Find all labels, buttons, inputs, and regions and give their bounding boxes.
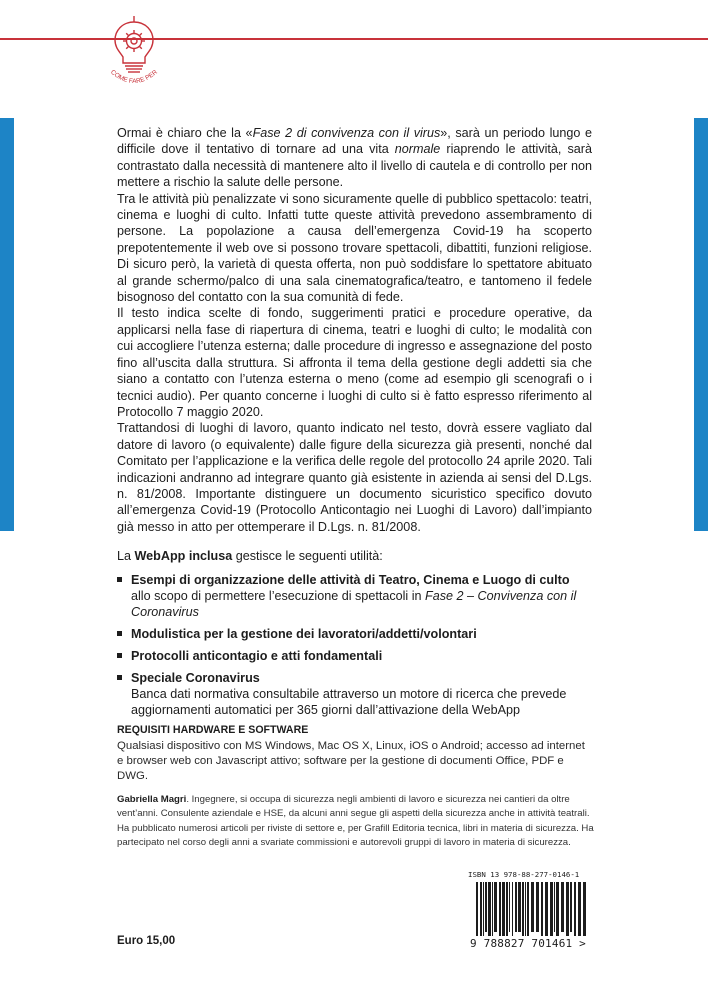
- author-name: Gabriella Magri: [117, 794, 187, 805]
- barcode-bar: [518, 882, 521, 932]
- webapp-lead: La WebApp inclusa gestisce le seguenti utilità:: [117, 549, 383, 563]
- requirements-text: Qualsiasi dispositivo con MS Windows, Mac OS X, Linux, iOS o Android; accesso ad internet e browser web con Javascript attivo; software per la gestione di documenti Office, PDF e DWG.: [117, 740, 585, 782]
- webapp-section: [117, 548, 592, 724]
- isbn-label: ISBN 13 978-88-277-0146-1: [468, 870, 580, 879]
- lightbulb-gear-icon: [106, 16, 162, 90]
- publisher-logo: [106, 16, 162, 90]
- webapp-item-protocolli: Protocolli anticontagio e atti fondamentali: [117, 648, 592, 664]
- barcode-bar: [480, 882, 482, 936]
- barcode-bar: [566, 882, 569, 936]
- barcode-bar: [499, 882, 501, 936]
- barcode-bar: [574, 882, 576, 936]
- webapp-item-esempi: Esempi di organizzazione delle attività di Teatro, Cinema e Luogo di culto allo scopo di permettere l’esecuzione di spettacoli in Fase 2 – Convivenza con il Coronavirus: [117, 572, 592, 620]
- webapp-item-speciale: Speciale Coronavirus Banca dati normativa consultabile attraverso un motore di ricerca che prevede aggiornamenti automatici per 365 giorni dall’attivazione della WebApp: [117, 670, 592, 718]
- barcode-bar: [556, 882, 559, 936]
- bullet-square-icon: [117, 675, 122, 680]
- barcode-bar: [522, 882, 524, 936]
- barcode-digits: 9 788827 701461 >: [470, 937, 586, 950]
- svg-text:COME FARE PER: [109, 69, 159, 85]
- bullet-square-icon: [117, 577, 122, 582]
- logo-text: COME FARE PER: [109, 68, 159, 86]
- barcode-icon: [476, 882, 588, 936]
- intro-paragraph-2: Tra le attività più penalizzate vi sono sicuramente quelle di pubblico spettacolo: teatri, cinema e luoghi di culto. Infatti tutte queste attività prevedono assembramento di persone. La popolazione a causa dell’emergenza Covid-19 ha scoperto prepotentemente il web ove si possono trovare spettacoli, dibattiti, funzioni religiose. Di sicuro però, la varietà di questa offerta, non può soddisfare lo spettatore abituato al grande schermo/palco di una sala cinematografica/teatro, e tantomeno il fedele bisognoso del contatto con la sua comunità di fede.: [117, 191, 592, 305]
- barcode-bar: [561, 882, 564, 932]
- intro-paragraph-3: Il testo indica scelte di fondo, suggerimenti pratici e procedure operative, da applicarsi nella fase di riapertura di cinema, teatri e luoghi di culto; le modalità con cui accogliere l’utenza esterna; dalle procedure di ingresso e assegnazione del posto fino all’uscita dalla struttura. Si affronta il tema della gestione degli addetti sia che siano a contatto con l’utenza esterna o meno (come ad esempio gli scenografi o i tecnici audio). Per quanto concerne i luoghi di culto si è fatto espresso riferimento al Protocollo 7 maggio 2020.: [117, 306, 592, 419]
- barcode-bar: [476, 882, 478, 936]
- requirements-section: [117, 723, 592, 784]
- intro-paragraph-4: Trattandosi di luoghi di lavoro, quanto indicato nel testo, dovrà essere vagliato dal datore di lavoro (o equivalente) dalle figure della sicurezza già presenti, nonché dal Comitato per l’applicazione e la verifica delle regole del protocollo 24 aprile 2020. Tali indicazioni andranno ad integrare quanto già esistente in azienda ai sensi del D.Lgs. n. 81/2008. Importante distinguere un documento sicuristico specifico dovuto all’emergenza Covid-19 (Protocollo Anticontagio nei Luoghi di Lavoro) dall’impianto già messo in atto per ottemperare il D.Lgs. n. 81/2008.: [117, 421, 592, 534]
- barcode-bar: [485, 882, 487, 932]
- bullet-square-icon: [117, 653, 122, 658]
- barcode-bar: [536, 882, 539, 932]
- barcode-bar: [578, 882, 581, 936]
- barcode-bar: [545, 882, 548, 936]
- barcode-bar: [550, 882, 553, 936]
- barcode-bar: [509, 882, 510, 932]
- barcode-bar: [554, 882, 555, 932]
- barcode-bar: [525, 882, 526, 936]
- price: Euro 15,00: [117, 935, 176, 947]
- requirements-heading: REQUISITI HARDWARE E SOFTWARE: [117, 724, 309, 736]
- barcode-bar: [492, 882, 493, 936]
- left-blue-bar: [0, 118, 14, 531]
- right-blue-bar: [694, 118, 708, 531]
- bullet-square-icon: [117, 631, 122, 636]
- intro-text: [117, 125, 592, 535]
- intro-paragraph-1: Ormai è chiaro che la «Fase 2 di convivenza con il virus», sarà un periodo lungo e difficile dove il tentativo di tornare ad una vita normale riaprendo le attività, sarà contrastato dalla necessità di mantenere alto il livello di cautela e di controllo per non mettere a rischio la salute delle persone.: [117, 126, 593, 190]
- barcode-bar: [506, 882, 508, 936]
- author-bio: Gabriella Magri. Ingegnere, si occupa di sicurezza negli ambienti di lavoro e sicurezza nei cantieri da oltre vent’anni. Consulente aziendale e HSE, da alcuni anni segue gli aspetti della sicurezza anche in attività teatrali. Ha pubblicato numerosi articoli per riviste di settore e, per Grafill Editoria tecnica, libri in materia di sicurezza. Ha partecipato nel corso degli anni a svariate commissioni e autorevoli gruppi di lavoro in materia di sicurezza.: [117, 794, 594, 849]
- barcode-bar: [583, 882, 586, 936]
- barcode-bar: [494, 882, 497, 932]
- barcode-bar: [512, 882, 513, 936]
- barcode-bar: [531, 882, 534, 932]
- barcode-bar: [527, 882, 529, 936]
- barcode-bar: [541, 882, 543, 936]
- webapp-item-modulistica: Modulistica per la gestione dei lavoratori/addetti/volontari: [117, 626, 592, 642]
- barcode-bar: [515, 882, 517, 932]
- barcode-bar: [488, 882, 491, 936]
- barcode-bar: [483, 882, 484, 936]
- barcode-bar: [502, 882, 505, 936]
- barcode-bar: [570, 882, 572, 932]
